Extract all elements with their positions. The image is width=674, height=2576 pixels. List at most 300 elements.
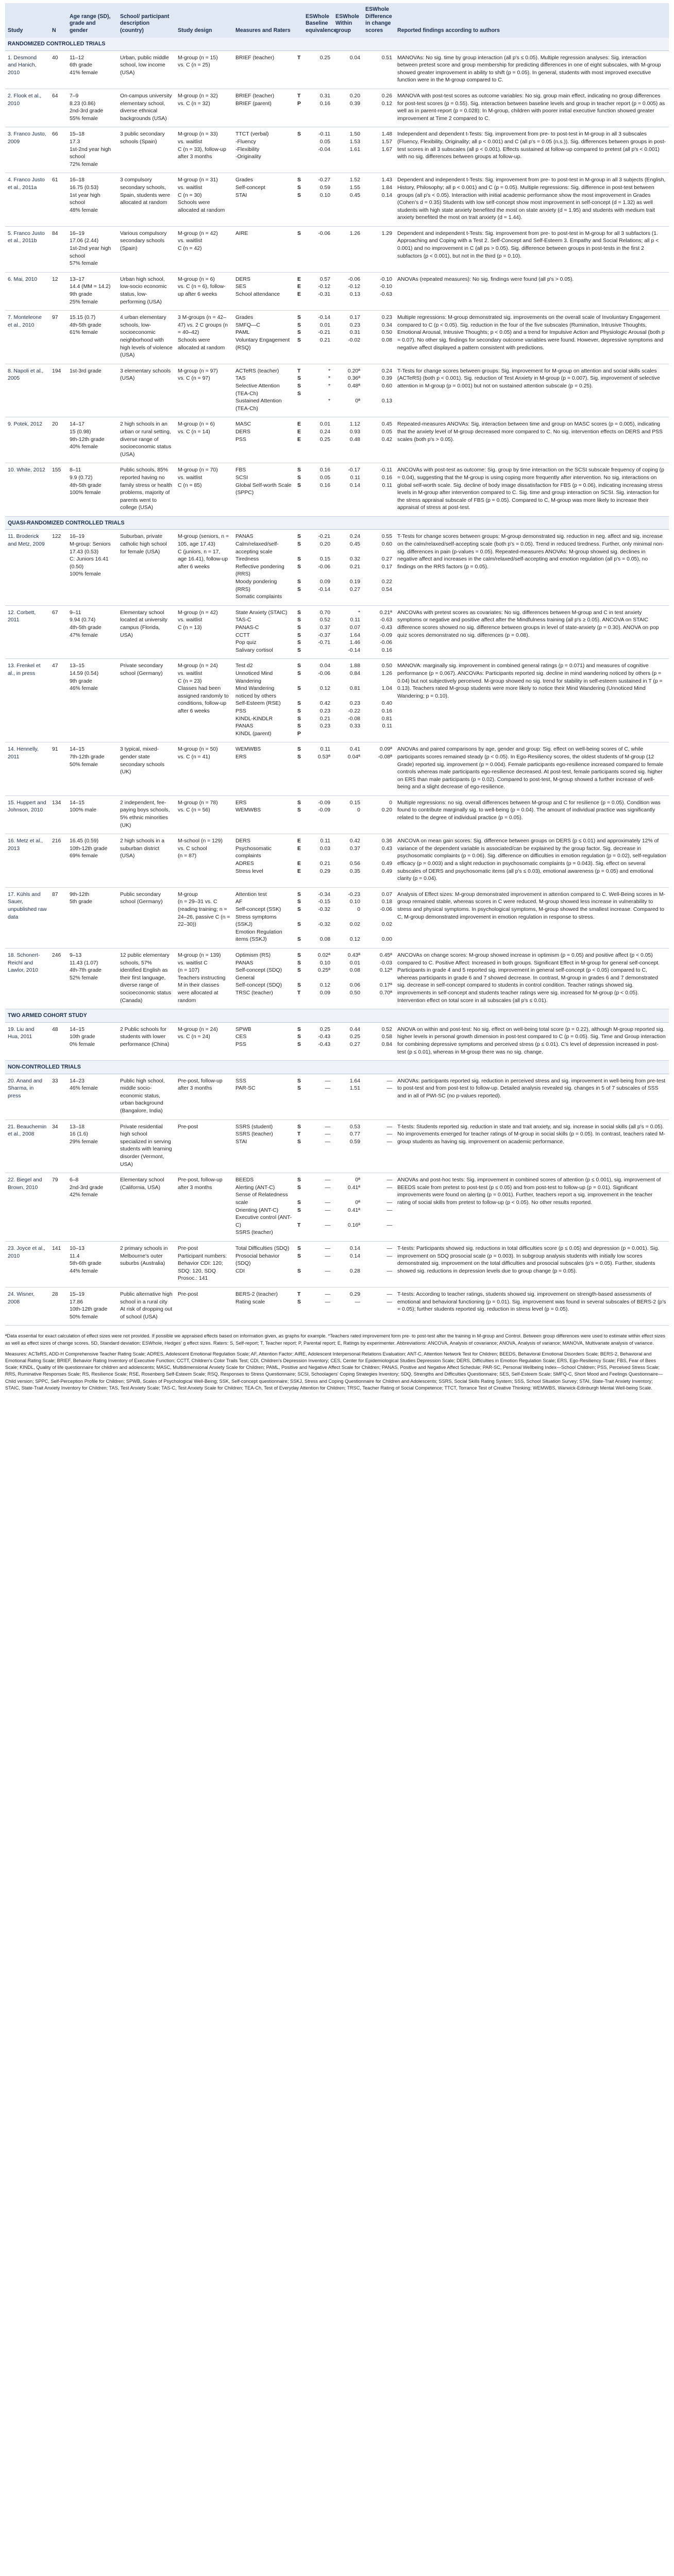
- cell-design: Pre-post: [175, 1287, 233, 1325]
- cell-within: [333, 795, 363, 834]
- cell-n: 97: [49, 311, 67, 364]
- cell-measure-line: DERS SES School attendance: [235, 276, 280, 298]
- cell-diff-line: 0 0.20: [381, 800, 392, 814]
- cell-measure-line: SPWB CES PSS: [235, 1026, 251, 1047]
- cell-study: 7. Monteleone et al., 2010: [5, 311, 49, 364]
- cell-findings: Independent and dependent t-Tests: Sig. improvement from pre- to post-test in M-group in all 3 subscales (Fluency, Flexibility, Originality; all p < 0.001) and C (all p's = 0.05 (n.s.)). Sig. differences between groups in post-test scores in all 3 subscales (all p < 0.001). Effects sustained at follow-up compared to pretest (all p's < 0.001) with no sig. differences between groups at follow-up.: [395, 127, 669, 173]
- cell-findings: Dependent and independent t-Tests: Sig. improvement from pre- to post-test in M-group for all 3 subfactors (1. Approaching and Coping with a Test 2. Self-Concept and Self-Esteem 3. Empathy and Social Relations; all p < 0.001) and no improvement in C (all ps > 0.05). Sig. difference between groups in post-tests in the first 2 subfactors (p < 0.001), but not in the third (p = 0.10).: [395, 226, 669, 272]
- cell-measure-line: Grades SMFQ—C PAML Voluntary Engagement (RSQ): [235, 315, 290, 351]
- cell-within: [333, 1120, 363, 1173]
- cell-baseline: [303, 1120, 333, 1173]
- cell-within-line: 1.88 0.84 0.81 0.23 -0.22 -0.08 0.33: [348, 663, 360, 730]
- cell-measure-line: WEMWBS ERS: [235, 747, 261, 760]
- cell-n: 194: [49, 364, 67, 417]
- cell-findings: ANCOVAs with post-test as outcome: Sig. group by time interaction on the SCSI subscale frequency of coping (p = 0.04), suggesting that the M-group is using coping more frequently after intervention. No sig. interactions on global self-worth scale. Sig. decline of body image dissatisfaction for FBS (p = 0.06), indicating increasing stress levels in M-group after intervention compared to C. Sig. time and group interaction on SCSI. Sig. interaction for the stress appraisal subscale of FBS (p = 0.05). Compared to C, M-group was more likely to increase their appraisal of stress at post-test.: [395, 463, 669, 517]
- cell-baseline: [303, 795, 333, 834]
- cell-diff: [363, 1120, 395, 1173]
- cell-baseline-line: -0.06: [318, 230, 330, 236]
- cell-age: 14–17 15 (0.98) 9th-12th grade 40% female: [67, 417, 117, 463]
- section-title: RANDOMIZED CONTROLLED TRIALS: [5, 38, 669, 50]
- cell-study: 15. Huppert and Johnson, 2010: [5, 795, 49, 834]
- cell-school: Elementary school located at university campus (Florida, USA): [117, 605, 175, 659]
- cell-n: 48: [49, 1022, 67, 1060]
- cell-measure-line: BRIEF (parent): [235, 100, 272, 107]
- cell-study: 11. Broderick and Metz, 2009: [5, 530, 49, 605]
- cell-diff-line: 0.51: [381, 55, 392, 61]
- cell-rater-line: T: [297, 93, 301, 99]
- cell-rater: [295, 311, 303, 364]
- cell-within-line: * 0.11 0.07 1.64 1.46 -0.14: [348, 609, 360, 653]
- cell-baseline-line: -0.11 0.05 -0.04: [318, 131, 330, 152]
- cell-baseline-line: — — — — —: [325, 1177, 330, 1228]
- header-baseline: ESWhole Baseline equivalence: [303, 3, 333, 38]
- table-body: [5, 38, 669, 1326]
- cell-age: 6–8 2nd-3rd grade 42% female: [67, 1173, 117, 1242]
- cell-school: Public alternative high school in a rural city At risk of dropping out of school (USA): [117, 1287, 175, 1325]
- cell-within: [333, 834, 363, 888]
- cell-within: [333, 463, 363, 517]
- header-diff: ESWhole Difference in change scores: [363, 3, 395, 38]
- cell-diff: [363, 1022, 395, 1060]
- cell-diff-line: 0.23 0.34 0.50 0.08: [381, 315, 392, 343]
- cell-baseline-line: 0.16 0.05 0.16: [319, 467, 330, 488]
- cell-within-line: 1.52 1.55 0.45: [349, 177, 360, 198]
- table-row: [5, 1022, 669, 1060]
- cell-design: M-group (n = 42) vs. waitlist C (n = 42): [175, 226, 233, 272]
- cell-diff: [363, 530, 395, 605]
- cell-measure-line: Grades Self-concept STAI: [235, 177, 265, 198]
- cell-within-line: 0.20ª 0.36ª 0.48ª 0ª: [347, 368, 360, 404]
- cell-school: Public schools, 85% reported having no family stress or health problems, majority of parents went to college (USA): [117, 463, 175, 517]
- cell-measure: [233, 463, 295, 517]
- cell-baseline-line: 0.11 0.53ª: [317, 747, 330, 760]
- table-row: [5, 173, 669, 227]
- cell-rater-line: S S S S T: [297, 1177, 301, 1228]
- cell-within: [333, 1074, 363, 1120]
- cell-measure-line: TTCT (verbal) -Fluency -Flexibility -Originality: [235, 131, 269, 160]
- cell-diff: [363, 834, 395, 888]
- cell-within: [333, 226, 363, 272]
- cell-n: 216: [49, 834, 67, 888]
- cell-measure-line: State Anxiety (STAIC) TAS-C PANAS-C CCTT Pop quiz Salivary cortisol: [235, 609, 288, 653]
- table-row: [5, 463, 669, 517]
- section-title: NON-CONTROLLED TRIALS: [5, 1061, 669, 1074]
- cell-n: 66: [49, 127, 67, 173]
- cell-rater: [295, 1241, 303, 1287]
- cell-findings: T-Tests for change scores between groups: Sig. improvement for M-group on attention and social skills scales (ACTeRS) (both p < 0.001). Sig. reduction of Test Anxiety in M-group (p = 0.007). Sig. improvement of selective attention in M-group (p = 0.001) but not on sustained attention subscale (p = 0.25).: [395, 364, 669, 417]
- cell-measure: [233, 226, 295, 272]
- cell-design: Pre-post, follow-up after 3 months: [175, 1074, 233, 1120]
- cell-study: 16. Metz et al., 2013: [5, 834, 49, 888]
- cell-rater: [295, 364, 303, 417]
- cell-baseline: [303, 1241, 333, 1287]
- cell-rater-line: E E E: [297, 276, 301, 298]
- cell-rater: [295, 89, 303, 127]
- cell-n: 64: [49, 89, 67, 127]
- cell-rater: [295, 1120, 303, 1173]
- cell-rater-line: S: [297, 230, 301, 236]
- cell-baseline: [303, 605, 333, 659]
- cell-diff-line: — —: [386, 1291, 392, 1305]
- cell-study: 10. White, 2012: [5, 463, 49, 517]
- cell-school: 2 independent, fee-paying boys schools, 5% ethnic minorities (UK): [117, 795, 175, 834]
- cell-baseline-line: -0.21 0.20 0.15 -0.06 0.09 -0.14: [318, 534, 330, 592]
- results-table: [5, 3, 669, 1326]
- cell-rater-line: S S S S S S: [297, 609, 301, 653]
- cell-measure-line: Optimism (RS) PANAS Self-concept (SDQ) General Self-concept (SDQ) TRSC (teacher): [235, 952, 282, 996]
- cell-age: 13–17 14.4 (MM = 14.2) 9th grade 25% female: [67, 272, 117, 310]
- cell-n: 246: [49, 948, 67, 1009]
- cell-within-line: 0.14 0.14 0.28: [349, 1245, 360, 1274]
- cell-age: 16–19 17.06 (2.44) 1st-2nd year high school 57% female: [67, 226, 117, 272]
- cell-within: [333, 89, 363, 127]
- cell-findings: ANCOVAs with pretest scores as covariates: No sig. differences between M-group and C in test anxiety symptoms or negative and positive affect after the Mindfulness training (all p's ≥ 0.05). ANCOVA on STAIC difference scores showed no sig. difference between groups in level of state-anxiety (p = 0.30). ANOVA on pop quiz scores demonstrated no sig. differences (p = 0.08).: [395, 605, 669, 659]
- cell-diff: [363, 463, 395, 517]
- cell-measure: [233, 1287, 295, 1325]
- cell-measure-line: FBS SCSI Global Self-worth Scale (SPPC): [235, 467, 292, 496]
- table-row: [5, 742, 669, 796]
- cell-school: 4 urban elementary schools, low-socioeconomic neighborhood with high levels of violence (USA): [117, 311, 175, 364]
- cell-study: 22. Biegel and Brown, 2010: [5, 1173, 49, 1242]
- cell-baseline-line: -0.34 -0.15 -0.32 -0.32 0.08: [318, 891, 330, 943]
- cell-measure: [233, 89, 295, 127]
- cell-measure: [233, 795, 295, 834]
- cell-diff-line: 0.36 0.43 0.49 0.49: [381, 838, 392, 874]
- cell-diff: [363, 948, 395, 1009]
- cell-rater-line: T S: [297, 1291, 301, 1305]
- cell-age: 16–19 M-group: Seniors 17.43 (0.53) C: Juniors 16.41 (0.50) 100% female: [67, 530, 117, 605]
- cell-baseline: [303, 742, 333, 796]
- header-age: Age range (SD), grade and gender: [67, 3, 117, 38]
- cell-within: [333, 50, 363, 89]
- table-row: [5, 1074, 669, 1120]
- cell-rater: [295, 1173, 303, 1242]
- cell-baseline: [303, 530, 333, 605]
- cell-within-line: 1.64 1.51: [349, 1078, 360, 1092]
- cell-age: 9–13 11.43 (1.07) 4th-7th grade 52% female: [67, 948, 117, 1009]
- cell-baseline-line: 0.25: [319, 55, 330, 61]
- cell-age: 15.15 (0.7) 4th-5th grade 61% female: [67, 311, 117, 364]
- cell-baseline: [303, 659, 333, 742]
- cell-within-line: 0.43ª 0.01 0.08 0.06 0.50: [347, 952, 360, 996]
- cell-measure-line: Total Difficulties (SDQ) Prosocial behavior (SDQ) CDI: [235, 1245, 290, 1274]
- cell-within: [333, 530, 363, 605]
- cell-school: 3 typical, mixed-gender state secondary schools (UK): [117, 742, 175, 796]
- cell-measure-line: ERS WEMWBS: [235, 800, 261, 814]
- cell-age: 13–15 14.59 (0.54) 9th grade 46% female: [67, 659, 117, 742]
- cell-design: M-group (seniors, n = 105, age 17.43) C (juniors, n = 17, age 16.41), follow-up after 6 weeks: [175, 530, 233, 605]
- cell-baseline: [303, 173, 333, 227]
- cell-rater-line: T: [297, 55, 301, 61]
- cell-study: 23. Joyce et al., 2010: [5, 1241, 49, 1287]
- cell-design: M-group (n = 50) vs. C (n = 41): [175, 742, 233, 796]
- cell-study: 18. Schonert-Reichl and Lawlor, 2010: [5, 948, 49, 1009]
- cell-measure: [233, 311, 295, 364]
- cell-diff-line: 0.45ª -0.03 0.12ª 0.17ª 0.70ª: [379, 952, 392, 996]
- cell-diff-line: — —: [386, 1078, 392, 1092]
- cell-within: [333, 887, 363, 948]
- cell-within-line: 0.04: [349, 55, 360, 61]
- cell-measure-line: AIRE: [235, 230, 248, 236]
- table-header-row: [5, 3, 669, 38]
- cell-diff: [363, 311, 395, 364]
- section-row: [5, 38, 669, 50]
- cell-within: [333, 127, 363, 173]
- cell-diff-line: 0.50 1.26 1.04 0.40 0.16 0.81 0.11: [381, 663, 392, 730]
- cell-diff: [363, 605, 395, 659]
- cell-baseline-line: -0.27 0.59 0.10: [318, 177, 330, 198]
- cell-design: M-group (n = 24) vs. C (n = 24): [175, 1022, 233, 1060]
- table-row: [5, 272, 669, 310]
- cell-study: 24. Wisner, 2008: [5, 1287, 49, 1325]
- cell-study: 14. Hennelly, 2011: [5, 742, 49, 796]
- cell-n: 91: [49, 742, 67, 796]
- header-within: ESWhole Within group: [333, 3, 363, 38]
- cell-within: [333, 659, 363, 742]
- cell-measure: [233, 530, 295, 605]
- cell-rater: [295, 127, 303, 173]
- cell-findings: MANOVA: marginally sig. improvement in combined general ratings (p = 0.071) and measures of cognitive performance (p = 0.067). ANCOVAs: Participants reported sig. decline in mind wandering noticed by others (p = 0.04) but not subjectively perceived. M-group showed no sig. trend for stability in self-esteem sustained in T (p = 0.13). Teachers rated M-group students were more likely to notice their Mind Wandering (Unnoticed Mind Wandering; p = 0.10).: [395, 659, 669, 742]
- cell-diff: [363, 226, 395, 272]
- cell-n: 34: [49, 1120, 67, 1173]
- cell-rater: [295, 1287, 303, 1325]
- cell-school: Private residential high school specialized in serving students with learning disorder (Vermont, USA): [117, 1120, 175, 1173]
- cell-rater: [295, 417, 303, 463]
- cell-findings: ANOVA on within and post-test: No sig. effect on well-being total score (p = 0.22), although M-group reported sig. higher levels in personal growth dimension in post-test compared to C (p = 0.05). Sig. Time and Group interaction for combining depressive symptoms and perceived stress (p ≤ 0.01). C's level of depression increased in post-test (p ≤ 0.01), whereas in M-group there was no sig. change.: [395, 1022, 669, 1060]
- cell-design: M-group (n = 33) vs. waitlist C (n = 33), follow-up after 3 months: [175, 127, 233, 173]
- cell-rater-line: S S: [297, 800, 301, 814]
- cell-design: M-group (n = 6) vs. C (n = 14): [175, 417, 233, 463]
- cell-school: 3 public secondary schools (Spain): [117, 127, 175, 173]
- cell-measure: [233, 887, 295, 948]
- cell-within: [333, 417, 363, 463]
- cell-diff: [363, 795, 395, 834]
- cell-rater-line: S S S S T: [297, 952, 301, 996]
- table-row: [5, 1120, 669, 1173]
- cell-rater-line: S S S: [297, 467, 301, 488]
- cell-baseline-line: 0.02ª 0.10 0.25ª 0.12 0.09: [317, 952, 330, 996]
- cell-n: 40: [49, 50, 67, 89]
- cell-within-line: 0.20: [349, 93, 360, 99]
- cell-rater: [295, 272, 303, 310]
- cell-n: 122: [49, 530, 67, 605]
- cell-measure-line: MASC DERS PSS: [235, 421, 251, 443]
- cell-within-line: 1.12 0.93 0.48: [349, 421, 360, 443]
- cell-n: 33: [49, 1074, 67, 1120]
- table-row: [5, 834, 669, 888]
- cell-within: [333, 1173, 363, 1242]
- cell-age: 16.45 (0.59) 10th-12th grade 69% female: [67, 834, 117, 888]
- cell-diff-line: 0.21ª -0.63 -0.43 -0.09 -0.06 0.16: [379, 609, 392, 653]
- header-study: Study: [5, 3, 49, 38]
- cell-n: 87: [49, 887, 67, 948]
- cell-age: 11–12 6th grade 41% female: [67, 50, 117, 89]
- cell-baseline-line: 0.04 -0.06 0.12 0.42 0.23 0.21 0.23: [318, 663, 330, 730]
- cell-baseline-line: — —: [325, 1291, 330, 1305]
- cell-measure: [233, 742, 295, 796]
- cell-study: 13. Frenkel et al., in press: [5, 659, 49, 742]
- cell-baseline-line: 0.25 -0.43 -0.43: [318, 1026, 330, 1047]
- cell-within-line: -0.17 0.11 0.14: [348, 467, 360, 488]
- cell-baseline: [303, 1022, 333, 1060]
- cell-n: 79: [49, 1173, 67, 1242]
- cell-diff-line: 0.26: [381, 93, 392, 99]
- cell-rater: [295, 834, 303, 888]
- cell-n: 47: [49, 659, 67, 742]
- cell-within: [333, 605, 363, 659]
- cell-rater-line: P: [297, 100, 301, 107]
- cell-measure-line: ACTeRS (teacher) TAS Selective Attention (TEA-Ch) Sustained Attention (TEA-Ch): [235, 368, 282, 412]
- cell-design: M-group (n = 15) vs. C (n = 25): [175, 50, 233, 89]
- cell-within: [333, 948, 363, 1009]
- cell-measure-line: BRIEF (teacher): [235, 93, 275, 99]
- cell-study: 21. Beauchemin et al., 2008: [5, 1120, 49, 1173]
- cell-measure: [233, 1074, 295, 1120]
- cell-rater: [295, 1022, 303, 1060]
- cell-baseline-line: 0.70 0.52 0.37 -0.37 -0.71: [318, 609, 330, 646]
- cell-within-line: 0.41 0.04ª: [347, 747, 360, 760]
- cell-school: Elementary school (California, USA): [117, 1173, 175, 1242]
- cell-baseline: [303, 1074, 333, 1120]
- cell-design: Pre-post: [175, 1120, 233, 1173]
- table-row: [5, 417, 669, 463]
- cell-design: Pre-post, follow-up after 3 months: [175, 1173, 233, 1242]
- cell-rater: [295, 50, 303, 89]
- cell-baseline-line: 0.57 -0.12 -0.31: [318, 276, 330, 298]
- table-row: [5, 795, 669, 834]
- cell-baseline-line: 0.11 0.03 0.21 0.29: [319, 838, 330, 874]
- table-note: Measures: ACTeRS, ADD-H Comprehensive Teacher Rating Scale; ADRES, Adolescent Emotional Regulation Scale; AF, Attention Factor; AIRE, Adolescent Interpersonal Relations Evaluation; ANT-C, Attention Network Test for Children; BEEDS, Behavioral Emotional Disorders Scale; BERS-2, Behavioral and Emotional Rating Scale; BRIEF, Behavior Rating Inventory of Executive Function; CCTT, Children's Color Trails Test; CDI, Children's Depression Inventory; CES, Center for Epidemiological Studies Depression Scale; DERS, Difficulties in Emotion Regulation Scale; ERS, Ego-Resiliency Scale; FBS, Fear of Bees Scale; KINDL, Quality of life questionnaire for children and adolescents; MASC, Multidimensional Anxiety Scale for Children; PAML, Positive and Negative Affect Scale for Children; PANAS, Positive and Negative Affect Schedule; PAR-SC, Personal Wellbeing Index—School Children; PSS, Perceived Stress Scale; RRS, Ruminative Responses Scale; RS, Resilience Scale; RSE, Rosenberg Self-Esteem Scale; RSQ, Responses to Stress Questionnaire; SCSI, Schoolagers' Coping Strategies Inventory; SDQ, Strengths and Difficulties Questionnaire; SES, Self-Esteem Scale; SMFQ-C, Short Mood and Feelings Questionnaire—Child version; SPPC, Self-Perception Profile for Children; SPWB, Scales of Psychological Well-Being; SSK, Self-concept questionnaire; SSKJ, Stress and Coping Questionnaire for Children and Adolescents; SSRS, Social Skills Rating System; SSS, School Situation Survey; STAI, State-Trait Anxiety Inventory; STAIC, State-Trait Anxiety Inventory for Children; TAS, Test Anxiety Scale; TAS-C, Test Anxiety Scale for Children; TEA-Ch, Test of Everyday Attention for Children; TRSC, Teacher Rating of Social Competence; TTCT, Torrance Test of Creative Thinking; WEMWBS, Warwick-Edinburgh Mental Well-being Scale.: [5, 1351, 663, 1391]
- cell-n: 12: [49, 272, 67, 310]
- cell-study: 4. Franco Justo et al., 2011a: [5, 173, 49, 227]
- cell-findings: ANCOVAs on change scores: M-group showed increase in optimism (p = 0.05) and positive affect (p < 0.05) compared to C. Positive Affect: Increased in both groups. Significant Effect in M-group for general self-concept. Participants in grade 4 and 5 reported sig. improvement in general self-concept (p < 0.05) compared to C, whereas participants in grade 6 and 7 showed decrease. In contrast, M-group in grades 6 and 7 demonstrated sig. decrease in self-concept compared to students in control condition. Teacher ratings showed sig. improvements in self-concept and students teacher ratings were sig. increased for M-group (p < 0.05). Intervention effect on total score in all subscales (all p's ≤ 0.01).: [395, 948, 669, 1009]
- cell-rater: [295, 605, 303, 659]
- cell-design: M-group (n = 139) vs. waitlist C (n = 107) Teachers instructing M in their classes were allocated at random: [175, 948, 233, 1009]
- cell-findings: ANOVAs and post-hoc tests: Sig. improvement in combined scores of attention (p ≤ 0.001), sig. improvement of BEEDS scale from pretest to post-test (p ≤ 0.05) and from post-test to follow-up (p = 0.01). Significant improvements were found on alerting (p = 0.001). Further, teachers report a sig. improvement in the teacher rating of social skills from pretest to follow-up (p < 0.05). No other results reported.: [395, 1173, 669, 1242]
- cell-rater-line: S T S: [297, 1124, 301, 1145]
- cell-findings: T-tests: Students reported sig. reduction in state and trait anxiety, and sig. increase in social skills (all p's = 0.05). No improvements emerged for teacher ratings of M-group in social skills (p = 0.05). In contrast, teachers rated M-group students as having sig. improvement on academic performance.: [395, 1120, 669, 1173]
- table-row: [5, 127, 669, 173]
- cell-rater: [295, 173, 303, 227]
- cell-school: Urban, public middle school, low income (USA): [117, 50, 175, 89]
- cell-diff-line: 0.09ª -0.08ª: [378, 747, 392, 760]
- cell-diff: [363, 127, 395, 173]
- cell-baseline: [303, 417, 333, 463]
- cell-rater: [295, 948, 303, 1009]
- cell-within-line: 1.50 1.53 1.61: [349, 131, 360, 152]
- cell-design: M-group (n = 31) vs. waitlist C (n = 30) Schools were allocated at random: [175, 173, 233, 227]
- table-row: [5, 530, 669, 605]
- cell-measure-line: Test d2 Unnoticed Mind Wandering Mind Wandering noticed by others Self-Esteem (RSE) PSS KINDL-KINDLR PANAS KINDL (parent): [235, 663, 281, 737]
- cell-within: [333, 742, 363, 796]
- cell-diff: [363, 1074, 395, 1120]
- cell-rater-line: S: [297, 131, 301, 138]
- cell-within-line: 0.29 —: [349, 1291, 360, 1305]
- cell-findings: Analysis of Effect sizes: M-group demonstrated improvement in attention compared to C. Well-Being scores in M-group remained stable, whereas scores in C were reduced. M-group showed less increase in vulnerability to stress and physical symptoms. In psychological symptoms, M-group showed the smallest increase. Compared to C, M-group demonstrated improvement in emotion regulation in response to stress.: [395, 887, 669, 948]
- cell-rater-line: S S: [297, 747, 301, 760]
- cell-findings: Multiple regressions: no sig. overall differences between M-group and C for resilience (p = 0.05). Condition was found to contribute marginally sig. to well-being (p = 0.04). The amount of individual practice was significantly related to the degree of individual practice (p = 0.05).: [395, 795, 669, 834]
- cell-age: 9th-12th 5th grade: [67, 887, 117, 948]
- table-row: [5, 948, 669, 1009]
- cell-baseline: [303, 1287, 333, 1325]
- cell-diff-line: — — —: [386, 1124, 392, 1145]
- cell-age: 13–18 16 (1.6) 29% female: [67, 1120, 117, 1173]
- cell-rater-line: S S: [297, 1078, 301, 1092]
- table-row: [5, 1241, 669, 1287]
- cell-diff: [363, 887, 395, 948]
- cell-diff: [363, 659, 395, 742]
- cell-rater: [295, 659, 303, 742]
- section-title: QUASI-RANDOMIZED CONTROLLED TRIALS: [5, 516, 669, 530]
- cell-diff: [363, 1287, 395, 1325]
- table-row: [5, 50, 669, 89]
- table-row: [5, 1173, 669, 1242]
- cell-measure: [233, 272, 295, 310]
- cell-baseline-line: — — —: [325, 1124, 330, 1145]
- cell-baseline: [303, 89, 333, 127]
- cell-design: M-group (n = 32) vs. C (n = 32): [175, 89, 233, 127]
- cell-n: 20: [49, 417, 67, 463]
- cell-within-line: 0ª 0.41ª 0ª 0.41ª 0.16ª: [347, 1177, 360, 1228]
- cell-diff: [363, 1173, 395, 1242]
- cell-study: 1. Desmond and Hanich, 2010: [5, 50, 49, 89]
- cell-within-line: 0.24 0.45 0.32 0.21 0.19 0.27: [349, 534, 360, 592]
- table-row: [5, 659, 669, 742]
- cell-study: 19. Liu and Hua, 2011: [5, 1022, 49, 1060]
- section-row: [5, 516, 669, 530]
- cell-measure: [233, 948, 295, 1009]
- cell-age: 7–9 8.23 (0.86) 2nd-3rd grade 55% female: [67, 89, 117, 127]
- cell-within-line: -0.23 0.10 0 0.02 0.12: [348, 891, 360, 943]
- cell-age: 9–11 9.94 (0.74) 4th-5th grade 47% female: [67, 605, 117, 659]
- cell-study: 17. Kühls and Sauer, unpublished raw data: [5, 887, 49, 948]
- cell-measure: [233, 1241, 295, 1287]
- cell-findings: Repeated-measures ANOVAs: Sig. interaction between time and group on MASC scores (p = 0.005), indicating that the anxiety level of M-group decreased more compared to C. No sig. intervention effects on DERS and PSS scales (both p's > 0.05).: [395, 417, 669, 463]
- cell-within: [333, 311, 363, 364]
- cell-school: 2 primary schools in Melbourne's outer suburbs (Australia): [117, 1241, 175, 1287]
- cell-study: 9. Potek, 2012: [5, 417, 49, 463]
- cell-diff: [363, 272, 395, 310]
- cell-measure-line: Attention test AF Self-concept (SSK) Stress symptoms (SSKJ) Emotion Regulation items (SSKJ): [235, 891, 282, 943]
- cell-study: 20. Anand and Sharma, in press: [5, 1074, 49, 1120]
- cell-rater-line: S S S: [297, 1026, 301, 1047]
- cell-within: [333, 1022, 363, 1060]
- cell-rater: [295, 887, 303, 948]
- cell-school: Public high school, middle socio-economic status, urban background (Bangalore, India): [117, 1074, 175, 1120]
- table-note: ªData essential for exact calculation of effect sizes were not provided. If possible we appraised effects based on information given, as graphs for example. *Teachers rated improvement form pre- to post-test after the training in M-group and Control. Between group differences were used to estimate within effect sizes as well as effect sizes of change scores. SD, Standard deviation; ESWhole, Hedges' g effect sizes. Raters: S, Self-report; T, Teacher report; P, Parental report; E, Ratings by experimenter. Abbreviations: ANCOVA, Analysis of covariance; ANOVA, Analysis of variance; MANOVA, Multivariate analysis of variance.: [5, 1333, 665, 1346]
- cell-diff-line: 1.48 1.57 1.67: [381, 131, 392, 152]
- cell-baseline: [303, 948, 333, 1009]
- cell-design: M-group (n = 70) vs. waitlist C (n = 85): [175, 463, 233, 517]
- table-row: [5, 605, 669, 659]
- cell-within-line: 0.53 0.77 0.59: [349, 1124, 360, 1145]
- cell-rater: [295, 742, 303, 796]
- cell-baseline: [303, 834, 333, 888]
- cell-diff: [363, 364, 395, 417]
- cell-diff-line: 0.45 0.05 0.42: [381, 421, 392, 443]
- cell-within: [333, 1287, 363, 1325]
- cell-design: M-school (n = 129) vs. C school (n = 87): [175, 834, 233, 888]
- cell-age: 14–23 46% female: [67, 1074, 117, 1120]
- table-row: [5, 89, 669, 127]
- cell-diff: [363, 89, 395, 127]
- table-row: [5, 1287, 669, 1325]
- cell-baseline-line: 0.31: [319, 93, 330, 99]
- cell-rater-line: S S S S: [297, 315, 301, 343]
- cell-school: 3 elementary schools (USA): [117, 364, 175, 417]
- cell-design: M-group (n = 97) vs. C (n = 97): [175, 364, 233, 417]
- cell-study: 3. Franco Justo, 2009: [5, 127, 49, 173]
